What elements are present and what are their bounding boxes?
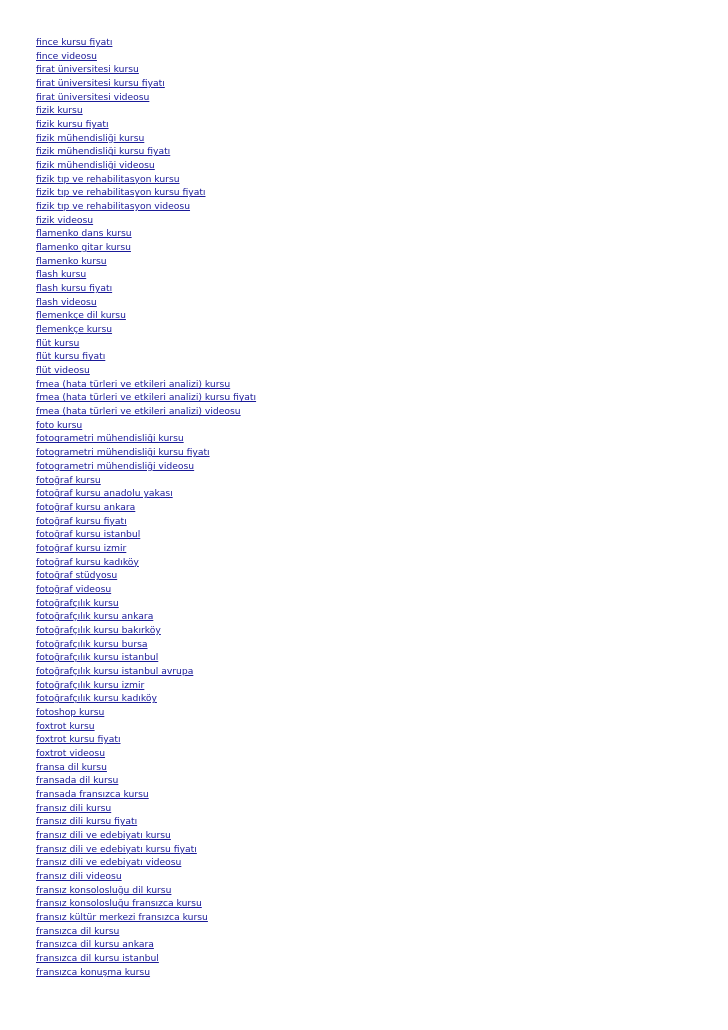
link-47[interactable]: fotoğrafçılık kursu izmir [36, 679, 145, 691]
link-30[interactable]: fotogrametri mühendisliği kursu fiyatı [36, 447, 210, 459]
link-53[interactable]: fransa dil kursu [36, 761, 107, 773]
link-51[interactable]: foxtrot kursu fiyatı [36, 734, 121, 746]
link-27[interactable]: fmea (hata türleri ve etkileri analizi) videosu [36, 406, 241, 418]
link-38[interactable]: fotoğraf kursu kadıköy [36, 556, 139, 568]
list-item [36, 840, 728, 854]
list-item [36, 553, 728, 567]
link-65[interactable]: fransızca dil kursu [36, 925, 120, 937]
link-61[interactable]: fransız dili videosu [36, 870, 122, 882]
list-item [36, 744, 728, 758]
link-43[interactable]: fotoğrafçılık kursu bakırköy [36, 624, 161, 636]
link-15[interactable]: flamenko gitar kursu [36, 242, 131, 254]
list-item [36, 265, 728, 279]
list-item [36, 238, 728, 252]
link-12[interactable]: fizik tıp ve rehabilitasyon videosu [36, 201, 191, 213]
link-0[interactable]: fince kursu fiyatı [36, 37, 113, 48]
link-36[interactable]: fotoğraf kursu istanbul [36, 529, 141, 541]
list-item [36, 375, 728, 389]
list-item [36, 703, 728, 717]
list-item [36, 525, 728, 539]
link-67[interactable]: fransızca dil kursu istanbul [36, 953, 159, 965]
link-64[interactable]: fransız kültür merkezi fransızca kursu [36, 912, 208, 923]
list-item [36, 484, 728, 498]
list-item [36, 717, 728, 731]
link-37[interactable]: fotoğraf kursu izmir [36, 542, 127, 554]
list-item [36, 252, 728, 266]
list-item [36, 293, 728, 307]
link-48[interactable]: fotoğrafçılık kursu kadıköy [36, 693, 157, 705]
list-item [36, 635, 728, 649]
link-10[interactable]: fizik tıp ve rehabilitasyon kursu [36, 173, 180, 185]
link-40[interactable]: fotoğraf videosu [36, 583, 112, 595]
link-21[interactable]: flemenkçe kursu [36, 324, 113, 336]
link-23[interactable]: flüt kursu fiyatı [36, 351, 106, 363]
list-item [36, 881, 728, 895]
list-item [36, 334, 728, 348]
link-1[interactable]: fince videosu [36, 50, 97, 62]
list-item [36, 183, 728, 197]
link-35[interactable]: fotoğraf kursu fiyatı [36, 515, 127, 527]
link-60[interactable]: fransız dili ve edebiyatı videosu [36, 857, 182, 869]
list-item [36, 115, 728, 129]
list-item [36, 922, 728, 936]
list-item [36, 197, 728, 211]
link-52[interactable]: foxtrot videosu [36, 747, 106, 759]
link-26[interactable]: fmea (hata türleri ve etkileri analizi) kursu fiyatı [36, 392, 257, 404]
list-item [36, 471, 728, 485]
link-8[interactable]: fizik mühendisliği kursu fiyatı [36, 146, 171, 158]
link-62[interactable]: fransız konsolosluğu dil kursu [36, 884, 172, 896]
list-item [36, 539, 728, 553]
link-33[interactable]: fotoğraf kursu anadolu yakası [36, 488, 173, 500]
list-item [36, 156, 728, 170]
list-item [36, 279, 728, 293]
list-item [36, 74, 728, 88]
link-22[interactable]: flüt kursu [36, 337, 80, 349]
list-item [36, 935, 728, 949]
link-29[interactable]: fotogrametri mühendisliği kursu [36, 433, 184, 445]
link-11[interactable]: fizik tıp ve rehabilitasyon kursu fiyatı [36, 187, 206, 199]
list-item [36, 826, 728, 840]
list-item [36, 361, 728, 375]
list-item [36, 47, 728, 61]
link-5[interactable]: fizik kursu [36, 105, 83, 117]
link-9[interactable]: fizik mühendisliği videosu [36, 160, 155, 172]
list-item [36, 812, 728, 826]
link-50[interactable]: foxtrot kursu [36, 720, 95, 732]
link-59[interactable]: fransız dili ve edebiyatı kursu fiyatı [36, 843, 197, 855]
list-item [36, 662, 728, 676]
link-34[interactable]: fotoğraf kursu ankara [36, 501, 136, 513]
link-68[interactable]: fransızca konuşma kursu [36, 966, 151, 978]
link-4[interactable]: firat üniversitesi videosu [36, 91, 150, 103]
list-item [36, 689, 728, 703]
list-item [36, 88, 728, 102]
link-39[interactable]: fotoğraf stüdyosu [36, 570, 118, 582]
link-32[interactable]: fotoğraf kursu [36, 474, 101, 486]
list-item [36, 347, 728, 361]
list-item [36, 853, 728, 867]
list-item [36, 402, 728, 416]
link-18[interactable]: flash kursu fiyatı [36, 283, 113, 295]
list-item [36, 648, 728, 662]
list-item [36, 429, 728, 443]
link-20[interactable]: flemenkçe dil kursu [36, 310, 126, 322]
link-57[interactable]: fransız dili kursu fiyatı [36, 816, 138, 828]
link-44[interactable]: fotoğrafçılık kursu bursa [36, 638, 148, 650]
link-41[interactable]: fotoğrafçılık kursu [36, 597, 119, 609]
list-item [36, 443, 728, 457]
list-item [36, 607, 728, 621]
list-item [36, 867, 728, 881]
list-item [36, 211, 728, 225]
list-item [36, 224, 728, 238]
list-item [36, 457, 728, 471]
link-28[interactable]: foto kursu [36, 419, 83, 431]
link-25[interactable]: fmea (hata türleri ve etkileri analizi) kursu [36, 378, 231, 390]
link-2[interactable]: firat üniversitesi kursu [36, 64, 139, 76]
link-16[interactable]: flamenko kursu [36, 255, 107, 267]
list-item [36, 894, 728, 908]
link-66[interactable]: fransızca dil kursu ankara [36, 939, 154, 951]
list-item [36, 512, 728, 526]
link-6[interactable]: fizik kursu fiyatı [36, 119, 109, 131]
list-item [36, 142, 728, 156]
list-item [36, 320, 728, 334]
link-63[interactable]: fransız konsolosluğu fransızca kursu [36, 898, 202, 910]
link-49[interactable]: fotoshop kursu [36, 706, 105, 718]
list-item [36, 949, 728, 963]
list-item [36, 101, 728, 115]
list-item [36, 580, 728, 594]
link-24[interactable]: flüt videosu [36, 365, 90, 377]
link-55[interactable]: fransada fransızca kursu [36, 788, 149, 800]
list-item [36, 785, 728, 799]
list-item [36, 758, 728, 772]
link-58[interactable]: fransız dili ve edebiyatı kursu [36, 829, 171, 841]
list-item [36, 60, 728, 74]
link-56[interactable]: fransız dili kursu [36, 802, 112, 814]
list-item [36, 594, 728, 608]
list-item [36, 170, 728, 184]
list-item [36, 33, 728, 47]
link-3[interactable]: firat üniversitesi kursu fiyatı [36, 78, 165, 90]
list-item [36, 730, 728, 744]
list-item [36, 566, 728, 580]
list-item [36, 908, 728, 922]
link-31[interactable]: fotogrametri mühendisliği videosu [36, 460, 195, 472]
list-item [36, 771, 728, 785]
link-54[interactable]: fransada dil kursu [36, 775, 119, 787]
list-item [36, 416, 728, 430]
link-45[interactable]: fotoğrafçılık kursu istanbul [36, 652, 159, 664]
link-14[interactable]: flamenko dans kursu [36, 228, 132, 240]
list-item [36, 498, 728, 512]
link-42[interactable]: fotoğrafçılık kursu ankara [36, 611, 154, 623]
list-item [36, 799, 728, 813]
link-7[interactable]: fizik mühendisliği kursu [36, 132, 145, 144]
list-item [36, 129, 728, 143]
link-17[interactable]: flash kursu [36, 269, 87, 281]
list-item [36, 306, 728, 320]
list-item [36, 676, 728, 690]
link-19[interactable]: flash videosu [36, 296, 97, 308]
list-item [36, 963, 728, 977]
link-13[interactable]: fizik videosu [36, 214, 94, 226]
link-46[interactable]: fotoğrafçılık kursu istanbul avrupa [36, 665, 194, 677]
list-item [36, 388, 728, 402]
list-item [36, 621, 728, 635]
